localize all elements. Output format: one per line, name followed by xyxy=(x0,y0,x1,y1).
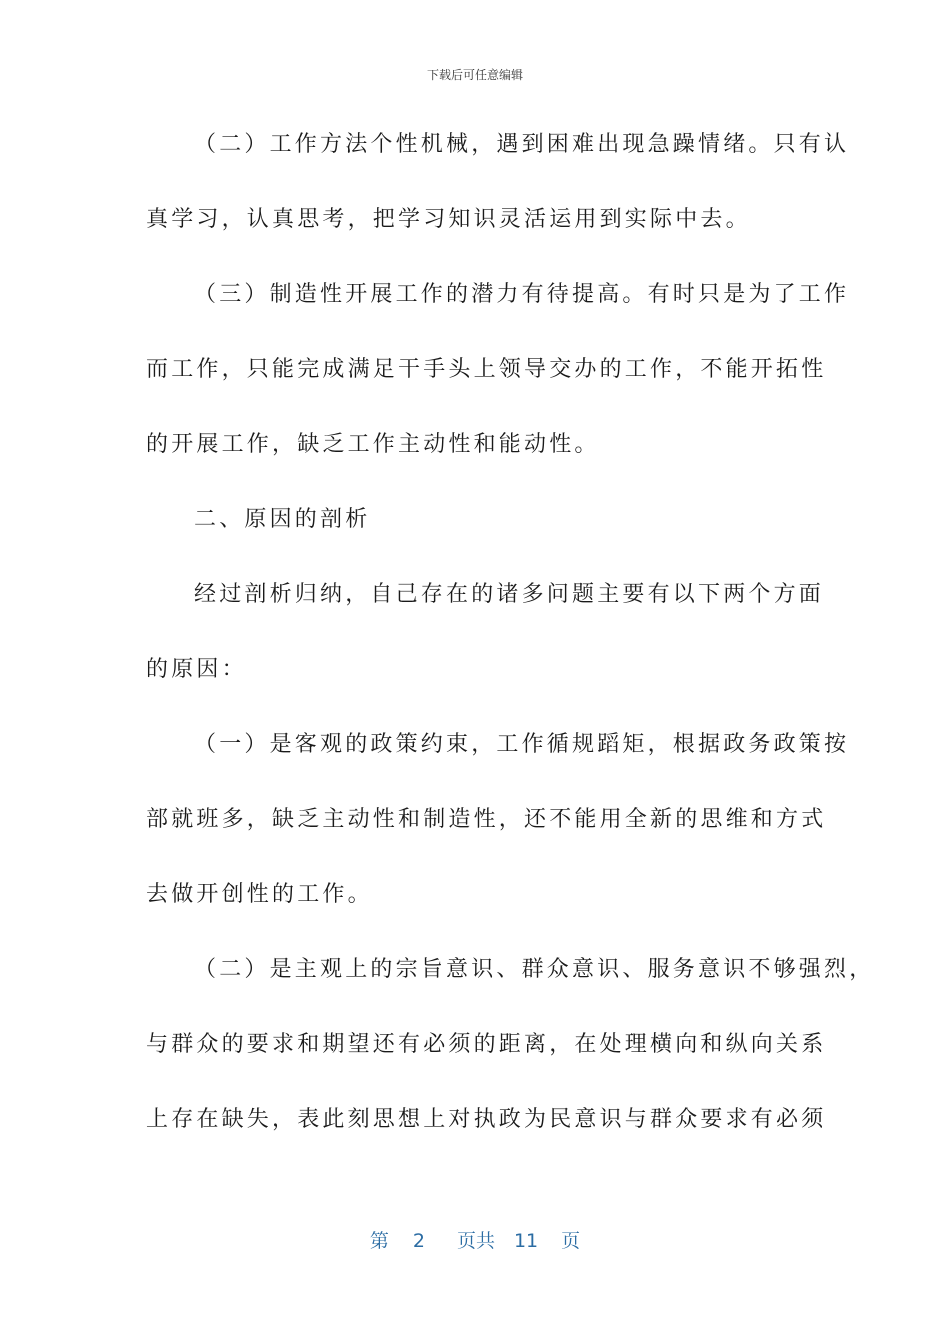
paragraph-line: 的原因： xyxy=(146,657,247,682)
paragraph-line: 经过剖析归纳，自己存在的诸多问题主要有以下两个方面 xyxy=(194,582,825,607)
page-footer xyxy=(0,1226,950,1253)
total-pages-number: 11 xyxy=(513,1230,539,1252)
paragraph-line: 与群众的要求和期望还有必须的距离，在处理横向和纵向关系 xyxy=(146,1032,827,1057)
paragraph-line: 而工作，只能完成满足干手头上领导交办的工作，不能开拓性 xyxy=(146,357,827,382)
section-heading: 二、原因的剖析 xyxy=(194,507,371,532)
page-header: 下载后可任意编辑 xyxy=(426,68,523,82)
footer-prefix: 第 xyxy=(369,1230,389,1252)
paragraph-line: 上存在缺失，表此刻思想上对执政为民意识与群众要求有必须 xyxy=(146,1107,827,1132)
paragraph-line: 部就班多，缺乏主动性和制造性，还不能用全新的思维和方式 xyxy=(146,807,827,832)
paragraph-line: （三）制造性开展工作的潜力有待提高。有时只是为了工作 xyxy=(194,282,850,307)
paragraph-line: 的开展工作，缺乏工作主动性和能动性。 xyxy=(146,432,600,457)
paragraph-line: （二）是主观上的宗旨意识、群众意识、服务意识不够强烈， xyxy=(194,957,875,982)
paragraph-line: 去做开创性的工作。 xyxy=(146,882,373,907)
paragraph-line: （二）工作方法个性机械，遇到困难出现急躁情绪。只有认 xyxy=(194,132,850,157)
footer-middle: 页共 xyxy=(456,1230,495,1252)
paragraph-line: 真学习，认真思考，把学习知识灵活运用到实际中去。 xyxy=(146,207,751,232)
paragraph-line: （一）是客观的政策约束，工作循规蹈矩，根据政务政策按 xyxy=(194,732,850,757)
footer-suffix: 页 xyxy=(561,1230,581,1252)
current-page-number: 2 xyxy=(412,1230,425,1252)
